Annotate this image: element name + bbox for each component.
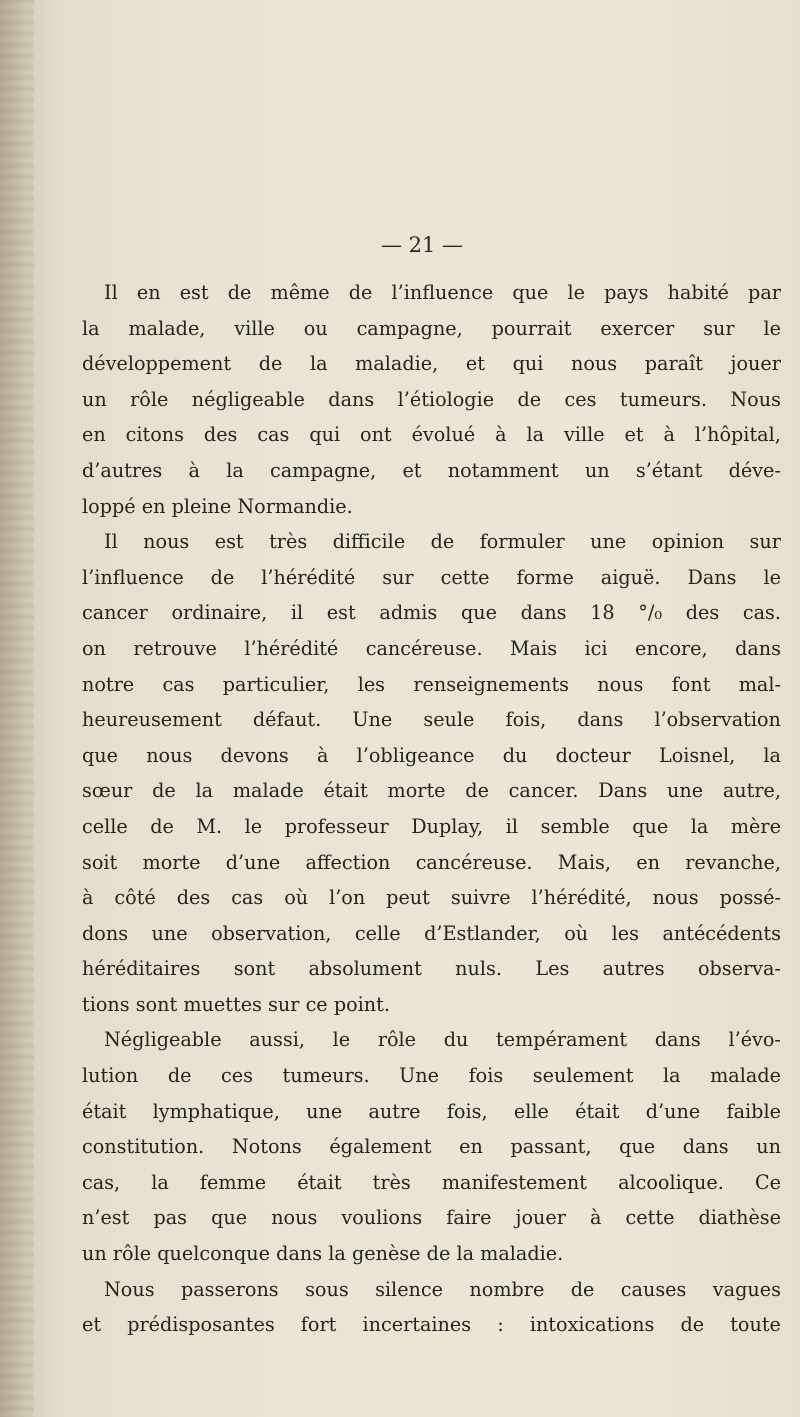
text-line: sœur de la malade était morte de cancer. Dans une autre,	[82, 779, 781, 803]
text-line: à côté des cas où l’on peut suivre l’hérédité, nous possé-	[82, 886, 781, 910]
book-spine-shadow	[0, 0, 34, 1417]
text-line: et prédisposantes fort incertaines : intoxications de toute	[82, 1313, 781, 1337]
text-line: Négligeable aussi, le rôle du tempérament dans l’évo-	[104, 1028, 781, 1052]
text-line: en citons des cas qui ont évolué à la ville et à l’hôpital,	[82, 423, 781, 447]
text-line: Nous passerons sous silence nombre de causes vagues	[104, 1277, 781, 1301]
text-line: on retrouve l’hérédité cancéreuse. Mais ici encore, dans	[82, 636, 781, 660]
text-line: soit morte d’une affection cancéreuse. Mais, en revanche,	[82, 850, 781, 874]
text-line: constitution. Notons également en passant, que dans un	[82, 1135, 781, 1159]
text-line: dons une observation, celle d’Estlander, où les antécédents	[82, 921, 781, 945]
text-line: d’autres à la campagne, et notamment un s’étant déve-	[82, 458, 781, 482]
text-line: cancer ordinaire, il est admis que dans 18 °/₀ des cas.	[82, 601, 781, 625]
text-line: tions sont muettes sur ce point.	[82, 992, 390, 1016]
text-line: loppé en pleine Normandie.	[82, 494, 353, 518]
text-line: l’influence de l’hérédité sur cette forme aiguë. Dans le	[82, 565, 781, 589]
text-line: notre cas particulier, les renseignements nous font mal-	[82, 672, 781, 696]
body-text	[82, 275, 781, 1343]
text-line: un rôle négligeable dans l’étiologie de ces tumeurs. Nous	[82, 387, 781, 411]
page-number: — 21 —	[380, 233, 464, 257]
text-line: heureusement défaut. Une seule fois, dans l’observation	[82, 708, 781, 732]
text-line: héréditaires sont absolument nuls. Les autres observa-	[82, 957, 781, 981]
text-line: cas, la femme était très manifestement alcoolique. Ce	[82, 1170, 781, 1194]
text-line: un rôle quelconque dans la genèse de la maladie.	[82, 1242, 564, 1266]
text-line: celle de M. le professeur Duplay, il semble que la mère	[82, 814, 781, 838]
text-line: que nous devons à l’obligeance du docteur Loisnel, la	[82, 743, 781, 767]
text-line: développement de la maladie, et qui nous paraît jouer	[82, 352, 781, 376]
text-line: Il en est de même de l’influence que le pays habité par	[104, 281, 781, 304]
text-line: n’est pas que nous voulions faire jouer à cette diathèse	[82, 1206, 781, 1230]
text-line: lution de ces tumeurs. Une fois seulement la malade	[82, 1064, 781, 1088]
text-line: était lymphatique, une autre fois, elle était d’une faible	[82, 1099, 781, 1123]
text-line: Il nous est très difficile de formuler une opinion sur	[104, 530, 781, 554]
text-line: la malade, ville ou campagne, pourrait exercer sur le	[82, 316, 781, 340]
